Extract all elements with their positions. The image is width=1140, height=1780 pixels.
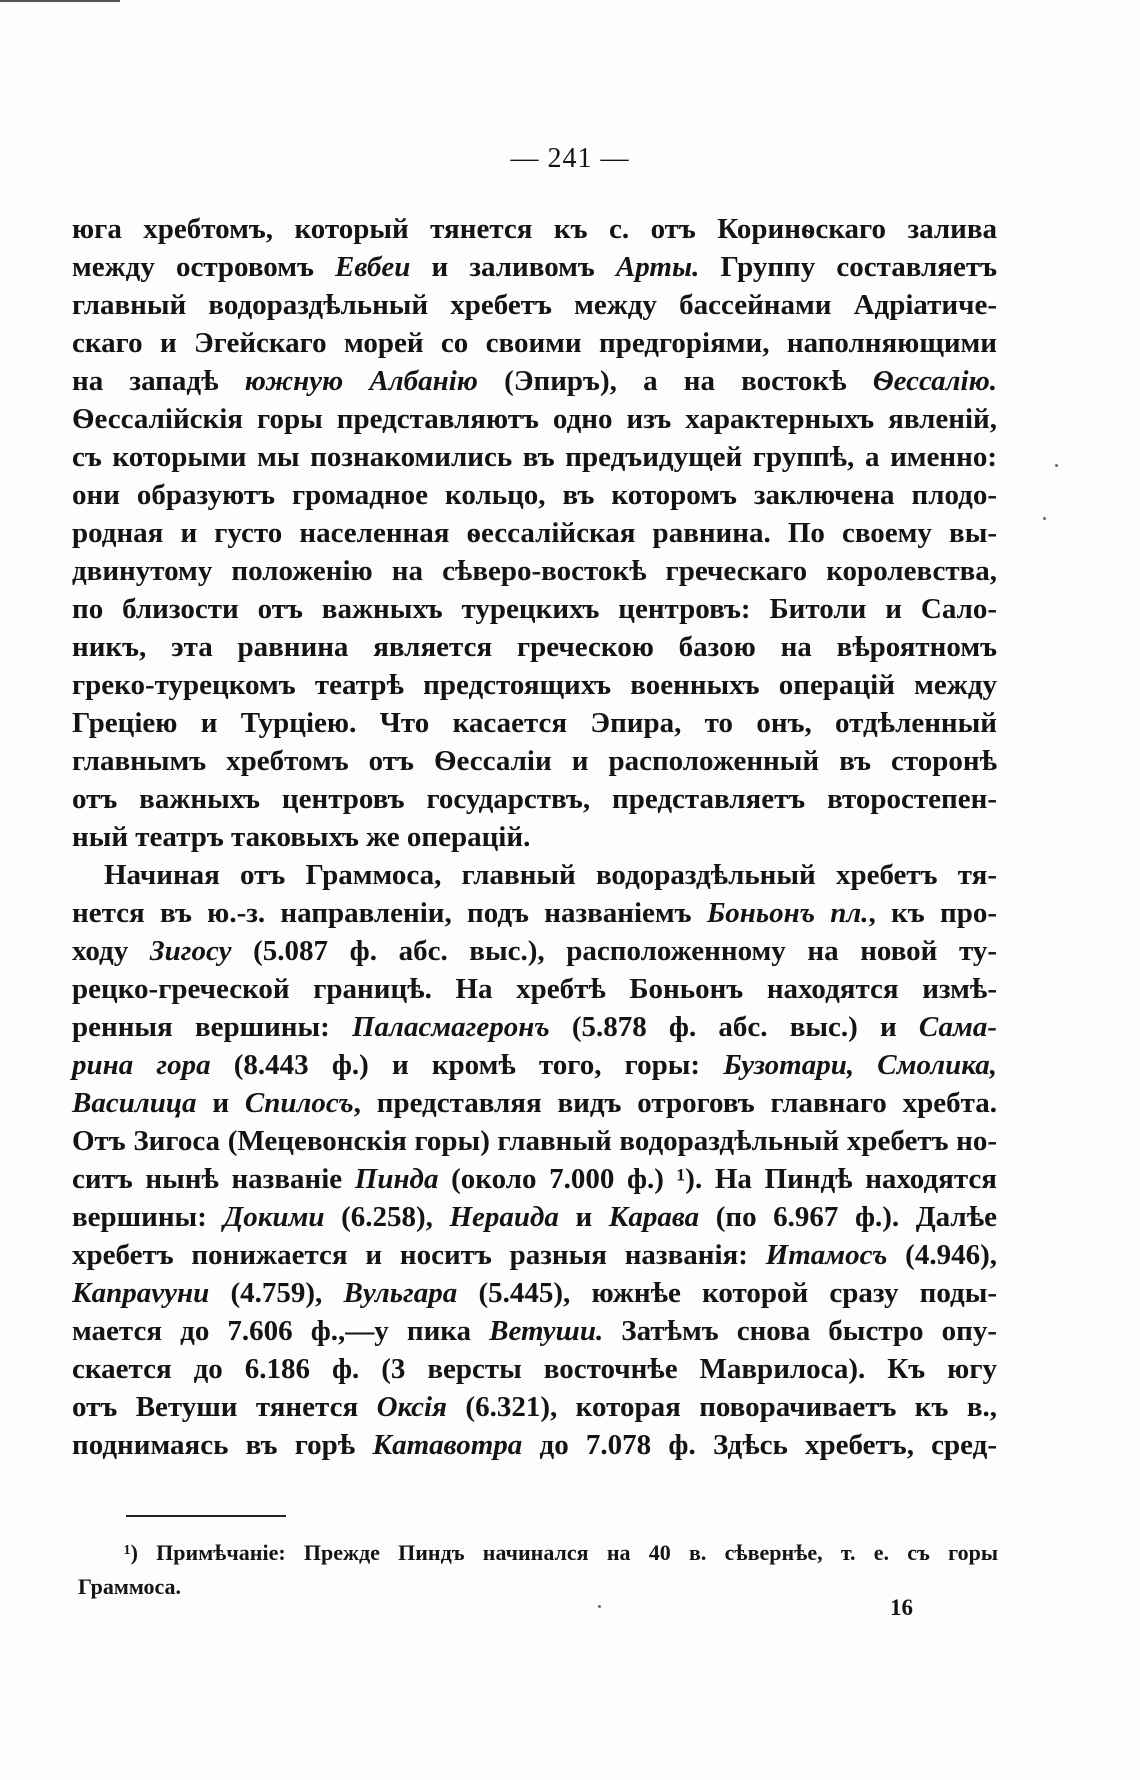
italic-name: Ѳессалію. bbox=[872, 365, 997, 397]
italic-name: Сама- bbox=[918, 1011, 997, 1043]
text-line: нется въ ю.-з. направленіи, подъ названіемъ Боньонъ пл., къ про- bbox=[72, 897, 997, 929]
footnote bbox=[78, 1536, 998, 1604]
italic-name: Капраvуни bbox=[72, 1277, 210, 1309]
text-line: между островомъ Евбеи и заливомъ Арты. Группу составляетъ bbox=[72, 251, 997, 283]
italic-name: Вульгара bbox=[343, 1277, 458, 1309]
italic-name: Василица bbox=[72, 1087, 197, 1119]
italic-name: Спилосъ bbox=[244, 1087, 354, 1119]
text-line: двинутому положенію на сѣверо-востокѣ греческаго королевства, bbox=[72, 555, 997, 587]
italic-name: Арты. bbox=[615, 251, 700, 283]
text-line: скаго и Эгейскаго морей со своими предгоріями, наполняющими bbox=[72, 327, 997, 359]
italic-name: Евбеи bbox=[335, 251, 411, 283]
text-line: мается до 7.606 ф.,—у пика Ветуши. Затѣмъ снова быстро опу- bbox=[72, 1315, 997, 1347]
footnote-line: Граммоса. bbox=[78, 1574, 182, 1599]
text-line: Капраvуни (4.759), Вульгара (5.445), южнѣе которой сразу поды- bbox=[72, 1277, 997, 1309]
text-line: вершины: Докими (6.258), Нераида и Карава (по 6.967 ф.). Далѣе bbox=[72, 1201, 997, 1233]
text-line: никъ, эта равнина является греческою базою на вѣроятномъ bbox=[72, 631, 997, 663]
italic-name: Ветуши. bbox=[489, 1315, 604, 1347]
text-line: главный водораздѣльный хребетъ между бассейнами Адріатиче- bbox=[72, 289, 997, 321]
italic-name: рина гора bbox=[72, 1049, 211, 1081]
italic-name: Оксія bbox=[376, 1391, 447, 1423]
paragraph-1 bbox=[72, 210, 997, 856]
text-line: отъ важныхъ центровъ государствъ, представляетъ второстепен- bbox=[72, 783, 997, 815]
italic-name: Докими bbox=[223, 1201, 325, 1233]
text-line: ренныя вершины: Паласмагеронъ (5.878 ф. абс. выс.) и Сама- bbox=[72, 1011, 997, 1043]
text-line: ный театръ таковыхъ же операцій. bbox=[72, 821, 531, 853]
main-text bbox=[72, 210, 997, 1464]
text-line: родная и густо населенная ѳессалійская равнина. По своему вы- bbox=[72, 517, 997, 549]
signature-mark: 16 bbox=[890, 1595, 913, 1620]
text-line: ситъ нынѣ названіе Пинда (около 7.000 ф.) ¹). На Пиндѣ находятся bbox=[72, 1163, 997, 1195]
text-line: рецко-греческой границѣ. На хребтѣ Боньонъ находятся измѣ- bbox=[72, 973, 997, 1005]
speck bbox=[1055, 464, 1058, 467]
footnote-line: ¹) Примѣчаніе: Прежде Пиндъ начинался на 40 в. сѣвернѣе, т. е. съ горы bbox=[124, 1540, 998, 1565]
text-line: главнымъ хребтомъ отъ Ѳессаліи и расположенный въ сторонѣ bbox=[72, 745, 997, 777]
text-line: хребетъ понижается и носитъ разныя названія: Итамосъ (4.946), bbox=[72, 1239, 997, 1271]
text-line: Ѳессалійскія горы представляютъ одно изъ характерныхъ явленій, bbox=[72, 403, 997, 435]
text-line: они образуютъ громадное кольцо, въ которомъ заключена плодо- bbox=[72, 479, 997, 511]
italic-name: Пинда bbox=[354, 1163, 439, 1195]
text-line: по близости отъ важныхъ турецкихъ центровъ: Битоли и Сало- bbox=[72, 593, 997, 625]
italic-name: Нераида bbox=[449, 1201, 559, 1233]
top-rule bbox=[0, 0, 120, 2]
paragraph-2 bbox=[72, 856, 997, 1464]
speck bbox=[1043, 517, 1046, 520]
italic-name: Паласмагеронъ bbox=[352, 1011, 550, 1043]
text-line: съ которыми мы познакомились въ предъидущей группѣ, а именно: bbox=[72, 441, 997, 473]
italic-name: Карава bbox=[608, 1201, 700, 1233]
page-number: — 241 — bbox=[510, 143, 630, 174]
italic-name: Бузотари, Смолика, bbox=[723, 1049, 997, 1081]
footnote-rule bbox=[126, 1515, 286, 1517]
text-line: Отъ Зигоса (Мецевонскія горы) главный водораздѣльный хребетъ но- bbox=[72, 1125, 997, 1157]
italic-name: Зигосу bbox=[149, 935, 232, 967]
text-line: рина гора (8.443 ф.) и кромѣ того, горы: Бузотари, Смолика, bbox=[72, 1049, 997, 1081]
italic-name: Итамосъ bbox=[765, 1239, 888, 1271]
text-line: ходу Зигосу (5.087 ф. абс. выс.), расположенному на новой ту- bbox=[72, 935, 998, 967]
italic-name: южную Албанію bbox=[244, 365, 478, 397]
text-line: на западѣ южную Албанію (Эпиръ), а на востокѣ Ѳессалію. bbox=[72, 365, 997, 397]
italic-name: Боньонъ пл. bbox=[706, 897, 869, 929]
text-line: Василица и Спилосъ, представляя видъ отроговъ главнаго хребта. bbox=[72, 1087, 997, 1119]
text-line: отъ Ветуши тянется Оксія (6.321), которая поворачиваетъ къ в., bbox=[72, 1391, 997, 1423]
text-line: Греціею и Турціею. Что касается Эпира, то онъ, отдѣленный bbox=[72, 707, 997, 739]
text-line: юга хребтомъ, который тянется къ с. отъ Коринѳскаго залива bbox=[72, 213, 997, 245]
text-line: Начиная отъ Граммоса, главный водораздѣльный хребетъ тя- bbox=[104, 859, 997, 891]
italic-name: Катавотра bbox=[372, 1429, 523, 1461]
text-line: скается до 6.186 ф. (3 версты восточнѣе Маврилоса). Къ югу bbox=[72, 1353, 997, 1385]
speck bbox=[598, 1605, 601, 1608]
text-line: греко-турецкомъ театрѣ предстоящихъ военныхъ операцій между bbox=[72, 669, 997, 701]
text-line: поднимаясь въ горѣ Катавотра до 7.078 ф. Здѣсь хребетъ, сред- bbox=[72, 1429, 997, 1461]
